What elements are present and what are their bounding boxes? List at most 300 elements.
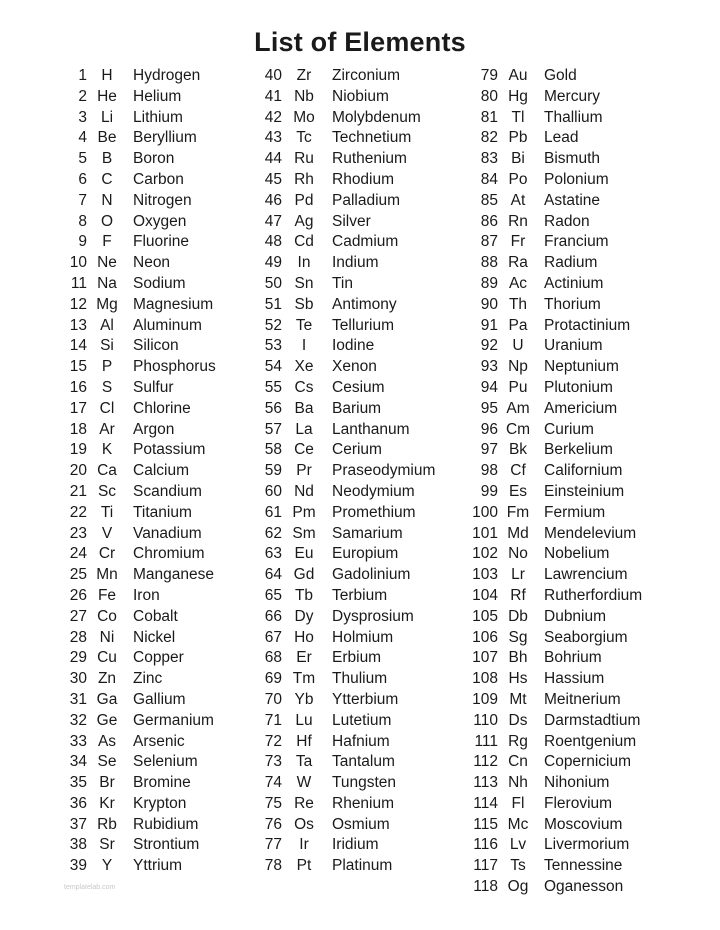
element-name: Tin <box>332 274 353 292</box>
element-name: Uranium <box>544 337 603 355</box>
element-number: 49 <box>264 254 282 272</box>
element-number: 59 <box>264 462 282 480</box>
element-row <box>249 440 435 461</box>
element-symbol: Au <box>508 67 528 84</box>
element-symbol: Pb <box>508 129 528 147</box>
element-row <box>249 815 435 836</box>
element-number: 67 <box>264 628 282 646</box>
element-name: Terbium <box>332 586 388 604</box>
element-symbol: Lr <box>511 566 525 584</box>
element-name: Thorium <box>544 295 601 313</box>
element-name: Rubidium <box>133 815 199 833</box>
element-symbol: Cd <box>294 233 314 251</box>
element-row <box>249 794 435 815</box>
element-row <box>47 482 216 503</box>
element-number: 64 <box>264 566 282 584</box>
element-symbol: Ta <box>295 753 313 771</box>
element-name: Rhodium <box>332 170 395 188</box>
element-row <box>47 628 216 649</box>
element-number: 65 <box>264 586 282 604</box>
element-row <box>458 794 642 815</box>
element-name: Dubnium <box>544 607 607 625</box>
element-name: Iridium <box>332 836 379 854</box>
element-name: Protactinium <box>544 316 631 334</box>
element-symbol: Fr <box>510 233 526 251</box>
element-symbol: Cf <box>510 462 526 480</box>
element-row <box>458 607 642 628</box>
element-number: 43 <box>264 129 282 147</box>
element-number: 30 <box>69 670 87 688</box>
element-column-3 <box>458 66 642 898</box>
element-row <box>47 815 216 836</box>
element-name: Promethium <box>332 503 416 521</box>
element-symbol: Mg <box>96 295 118 313</box>
element-name: Iron <box>133 586 160 604</box>
element-row <box>458 732 642 753</box>
element-row <box>458 482 642 503</box>
element-number: 31 <box>69 690 87 708</box>
element-symbol: Og <box>507 878 529 896</box>
element-symbol: Db <box>508 607 528 625</box>
element-name: Fluorine <box>133 233 189 251</box>
element-symbol: Re <box>294 794 314 812</box>
element-number: 60 <box>264 482 282 500</box>
element-row <box>249 274 435 295</box>
element-row <box>47 440 216 461</box>
element-number: 5 <box>78 150 87 168</box>
element-number: 13 <box>69 316 87 334</box>
element-row <box>249 586 435 607</box>
element-name: Yttrium <box>133 857 183 875</box>
element-symbol: In <box>297 254 311 272</box>
element-symbol: Ga <box>96 690 118 708</box>
element-symbol: P <box>101 358 113 376</box>
element-row <box>249 607 435 628</box>
element-symbol: Yb <box>294 690 314 708</box>
element-symbol: Np <box>508 358 528 376</box>
element-name: Thallium <box>544 108 603 126</box>
element-row <box>249 503 435 524</box>
element-row <box>47 524 216 545</box>
element-name: Tungsten <box>332 774 397 792</box>
element-row <box>458 295 642 316</box>
element-row <box>249 565 435 586</box>
element-number: 118 <box>473 878 498 896</box>
element-row <box>47 128 216 149</box>
element-symbol: I <box>301 337 307 355</box>
element-name: Bohrium <box>544 649 602 667</box>
element-name: Tennessine <box>544 857 623 875</box>
element-row <box>47 794 216 815</box>
element-symbol: K <box>101 441 113 459</box>
element-name: Lutetium <box>332 711 392 729</box>
element-row <box>458 815 642 836</box>
element-symbol: Cr <box>98 545 116 563</box>
element-name: Rutherfordium <box>544 586 643 604</box>
element-name: Sodium <box>133 274 186 292</box>
element-symbol: Mt <box>509 690 527 708</box>
element-number: 42 <box>264 108 282 126</box>
element-name: Berkelium <box>544 441 613 459</box>
element-symbol: B <box>101 150 113 168</box>
element-number: 26 <box>69 586 87 604</box>
element-number: 69 <box>264 670 282 688</box>
element-row <box>458 108 642 129</box>
element-row <box>458 711 642 732</box>
element-number: 8 <box>78 212 87 230</box>
element-row <box>47 399 216 420</box>
element-name: Mendelevium <box>544 524 637 542</box>
element-name: Iodine <box>332 337 375 355</box>
element-row <box>458 316 642 337</box>
element-name: Americium <box>544 399 618 417</box>
element-symbol: Lu <box>295 711 313 729</box>
element-row <box>47 232 216 253</box>
element-symbol: Rb <box>97 815 117 833</box>
element-row <box>458 212 642 233</box>
element-number: 87 <box>480 233 498 251</box>
element-number: 14 <box>69 337 87 355</box>
element-number: 116 <box>473 836 498 854</box>
element-symbol: As <box>97 732 117 750</box>
element-row <box>47 170 216 191</box>
element-name: Erbium <box>332 649 382 667</box>
element-number: 98 <box>480 462 498 480</box>
element-symbol: Pa <box>508 316 528 334</box>
element-number: 66 <box>264 607 282 625</box>
element-number: 29 <box>69 649 87 667</box>
element-symbol: N <box>101 191 113 209</box>
element-row <box>458 690 642 711</box>
element-row <box>249 336 435 357</box>
element-name: Tantalum <box>332 753 395 771</box>
element-name: Nickel <box>133 628 176 646</box>
element-name: Tellurium <box>332 316 395 334</box>
element-row <box>458 544 642 565</box>
element-symbol: Md <box>507 524 529 542</box>
element-number: 115 <box>473 815 498 833</box>
element-row <box>47 212 216 233</box>
element-name: Xenon <box>332 358 377 376</box>
element-name: Polonium <box>544 170 609 188</box>
element-row <box>249 87 435 108</box>
element-symbol: O <box>100 212 114 230</box>
element-row <box>458 420 642 441</box>
element-symbol: Na <box>97 274 117 292</box>
element-symbol: Sc <box>97 482 117 500</box>
element-name: Chlorine <box>133 399 191 417</box>
element-name: Radium <box>544 254 598 272</box>
element-name: Chromium <box>133 545 205 563</box>
element-name: Helium <box>133 87 182 105</box>
element-symbol: Se <box>97 753 117 771</box>
element-row <box>249 149 435 170</box>
element-number: 17 <box>69 399 87 417</box>
element-symbol: Th <box>508 295 528 313</box>
element-symbol: At <box>510 191 526 209</box>
element-name: Curium <box>544 420 594 438</box>
element-row <box>249 732 435 753</box>
element-row <box>249 773 435 794</box>
element-symbol: Cs <box>294 378 314 396</box>
element-row <box>249 378 435 399</box>
element-row <box>47 773 216 794</box>
element-row <box>458 524 642 545</box>
element-name: Carbon <box>133 170 184 188</box>
element-symbol: Cm <box>505 420 531 438</box>
element-symbol: Pt <box>296 857 312 875</box>
element-name: Potassium <box>133 441 206 459</box>
element-name: Meitnerium <box>544 690 621 708</box>
element-number: 46 <box>264 191 282 209</box>
element-symbol: Pm <box>292 503 316 521</box>
element-name: Germanium <box>133 711 214 729</box>
element-row <box>47 544 216 565</box>
element-symbol: Am <box>506 399 530 417</box>
element-name: Strontium <box>133 836 200 854</box>
element-symbol: Bi <box>511 150 525 168</box>
element-name: Silver <box>332 212 371 230</box>
element-number: 94 <box>480 378 498 396</box>
element-number: 105 <box>472 607 498 625</box>
element-symbol: He <box>97 87 117 105</box>
element-row <box>249 108 435 129</box>
element-symbol: Mc <box>507 815 529 833</box>
element-row <box>47 503 216 524</box>
element-number: 106 <box>472 628 498 646</box>
element-name: Ytterbium <box>332 690 399 708</box>
element-number: 1 <box>78 67 87 84</box>
element-name: Gold <box>544 67 577 84</box>
element-number: 112 <box>473 753 498 771</box>
element-row <box>249 316 435 337</box>
element-symbol: Fm <box>506 503 530 521</box>
element-name: Silicon <box>133 337 179 355</box>
element-number: 36 <box>69 794 87 812</box>
element-name: Scandium <box>133 482 202 500</box>
element-number: 117 <box>473 857 498 875</box>
element-name: Neon <box>133 254 171 272</box>
element-number: 103 <box>472 566 498 584</box>
element-number: 15 <box>69 358 87 376</box>
element-symbol: Es <box>508 482 528 500</box>
element-number: 88 <box>480 254 498 272</box>
element-name: Hafnium <box>332 732 390 750</box>
element-symbol: Tb <box>294 586 314 604</box>
element-number: 61 <box>264 503 282 521</box>
element-symbol: Co <box>97 607 117 625</box>
element-number: 86 <box>480 212 498 230</box>
element-name: Flerovium <box>544 794 613 812</box>
element-number: 107 <box>472 649 498 667</box>
element-column-1 <box>47 66 216 877</box>
element-symbol: Tc <box>296 129 312 147</box>
element-number: 84 <box>480 170 498 188</box>
element-number: 4 <box>78 129 87 147</box>
element-number: 9 <box>78 233 87 251</box>
element-number: 48 <box>264 233 282 251</box>
element-row <box>249 357 435 378</box>
element-number: 34 <box>69 753 87 771</box>
element-number: 10 <box>69 254 87 272</box>
element-row <box>458 835 642 856</box>
element-row <box>458 586 642 607</box>
element-symbol: V <box>101 524 113 542</box>
element-name: Manganese <box>133 566 215 584</box>
element-number: 33 <box>69 732 87 750</box>
element-row <box>458 66 642 87</box>
element-row <box>458 461 642 482</box>
element-number: 101 <box>472 524 498 542</box>
element-symbol: Ni <box>99 628 115 646</box>
element-symbol: H <box>101 67 113 84</box>
element-name: Gadolinium <box>332 566 411 584</box>
element-symbol: Pr <box>296 462 312 480</box>
element-name: Gallium <box>133 690 186 708</box>
element-name: Sulfur <box>133 378 174 396</box>
element-symbol: Bk <box>508 441 528 459</box>
element-row <box>47 607 216 628</box>
element-name: Magnesium <box>133 295 214 313</box>
element-row <box>47 66 216 87</box>
element-number: 3 <box>78 108 87 126</box>
element-name: Molybdenum <box>332 108 421 126</box>
element-row <box>249 420 435 441</box>
element-number: 51 <box>264 295 282 313</box>
element-symbol: Mn <box>96 566 118 584</box>
element-number: 28 <box>69 628 87 646</box>
element-symbol: Nb <box>294 87 314 105</box>
element-name: Copernicium <box>544 753 632 771</box>
element-name: Ruthenium <box>332 150 407 168</box>
element-symbol: Ca <box>97 462 117 480</box>
element-number: 19 <box>69 441 87 459</box>
element-name: Zinc <box>133 670 163 688</box>
element-number: 39 <box>69 857 87 875</box>
element-number: 77 <box>264 836 282 854</box>
element-name: Oganesson <box>544 878 624 896</box>
element-number: 54 <box>264 358 282 376</box>
element-number: 73 <box>264 753 282 771</box>
element-number: 89 <box>480 274 498 292</box>
element-number: 16 <box>69 378 87 396</box>
element-row <box>47 253 216 274</box>
element-symbol: Tm <box>292 670 316 688</box>
element-row <box>458 856 642 877</box>
element-name: Beryllium <box>133 129 197 147</box>
element-name: Nihonium <box>544 774 610 792</box>
element-row <box>458 565 642 586</box>
element-name: Bromine <box>133 774 191 792</box>
element-name: Aluminum <box>133 316 202 334</box>
element-number: 82 <box>480 129 498 147</box>
element-row <box>47 378 216 399</box>
element-number: 83 <box>480 150 498 168</box>
element-number: 27 <box>69 607 87 625</box>
element-number: 25 <box>69 566 87 584</box>
element-row <box>249 524 435 545</box>
element-symbol: Pu <box>508 378 528 396</box>
element-row <box>249 128 435 149</box>
element-symbol: Pd <box>294 191 314 209</box>
element-symbol: Ce <box>294 441 314 459</box>
element-symbol: Sm <box>292 524 316 542</box>
element-row <box>47 648 216 669</box>
element-symbol: Xe <box>294 358 314 376</box>
element-name: Antimony <box>332 295 397 313</box>
element-symbol: Fe <box>97 586 117 604</box>
element-row <box>458 170 642 191</box>
element-name: Moscovium <box>544 815 623 833</box>
element-symbol: Nh <box>508 774 528 792</box>
element-symbol: Nd <box>294 482 314 500</box>
element-number: 38 <box>69 836 87 854</box>
element-row <box>249 399 435 420</box>
element-row <box>249 232 435 253</box>
element-symbol: Gd <box>293 566 315 584</box>
element-name: Arsenic <box>133 732 185 750</box>
element-symbol: Sr <box>99 836 115 854</box>
element-row <box>47 316 216 337</box>
element-row <box>47 274 216 295</box>
element-name: Holmium <box>332 628 394 646</box>
element-row <box>47 711 216 732</box>
element-number: 92 <box>480 337 498 355</box>
element-number: 104 <box>472 586 498 604</box>
element-name: Lawrencium <box>544 566 628 584</box>
element-row <box>458 773 642 794</box>
element-symbol: Po <box>508 170 528 188</box>
element-symbol: Hs <box>508 670 528 688</box>
element-symbol: C <box>101 170 113 188</box>
element-number: 41 <box>264 87 282 105</box>
element-name: Cerium <box>332 441 382 459</box>
footer-watermark: templatelab.com <box>64 884 116 891</box>
element-number: 99 <box>480 482 498 500</box>
element-name: Calcium <box>133 462 189 480</box>
element-row <box>47 752 216 773</box>
element-symbol: Ts <box>510 857 526 875</box>
element-name: Oxygen <box>133 212 187 230</box>
element-symbol: Ir <box>299 836 309 854</box>
element-number: 79 <box>480 67 498 84</box>
element-name: Roentgenium <box>544 732 637 750</box>
element-symbol: Rf <box>510 586 526 604</box>
element-symbol: Be <box>97 129 117 147</box>
element-name: Titanium <box>133 503 192 521</box>
element-name: Livermorium <box>544 836 630 854</box>
element-symbol: Sn <box>294 274 314 292</box>
element-name: Copper <box>133 649 184 667</box>
element-row <box>458 87 642 108</box>
element-name: Vanadium <box>133 524 202 542</box>
element-row <box>47 108 216 129</box>
element-name: Hydrogen <box>133 67 201 84</box>
element-name: Mercury <box>544 87 600 105</box>
element-name: Actinium <box>544 274 604 292</box>
element-number: 12 <box>69 295 87 313</box>
element-row <box>47 357 216 378</box>
element-row <box>458 752 642 773</box>
element-number: 91 <box>480 316 498 334</box>
element-name: Einsteinium <box>544 482 625 500</box>
element-name: Astatine <box>544 191 601 209</box>
element-number: 85 <box>480 191 498 209</box>
element-number: 23 <box>69 524 87 542</box>
element-row <box>249 170 435 191</box>
element-symbol: No <box>508 545 528 563</box>
element-number: 2 <box>78 87 87 105</box>
